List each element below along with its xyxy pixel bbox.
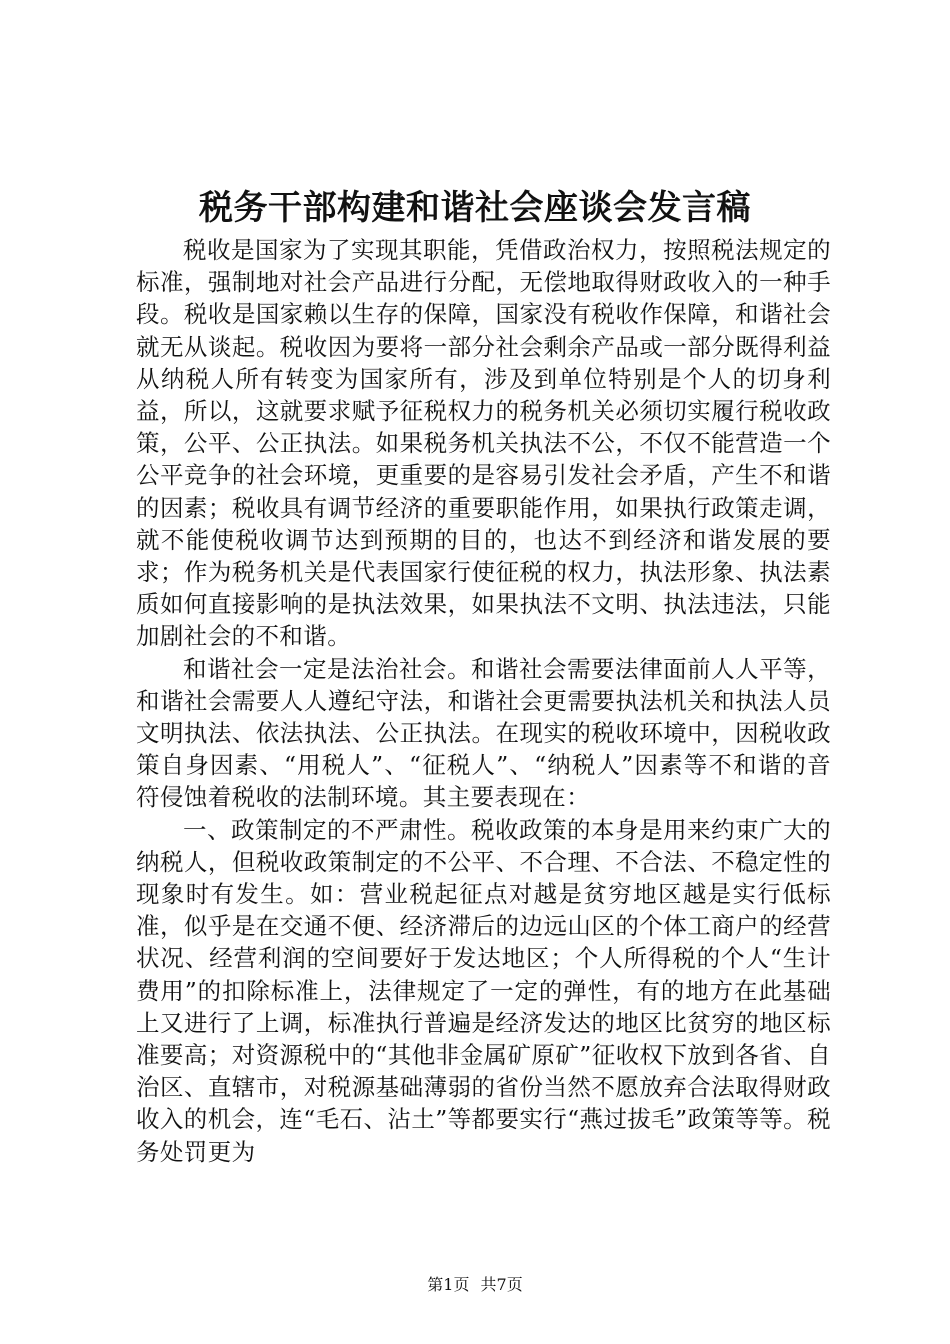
document-body — [136, 234, 831, 1168]
paragraph-1: 税收是国家为了实现其职能，凭借政治权力，按照税法规定的标准，强制地对社会产品进行分配，无偿地取得财政收入的一种手段。税收是国家赖以生存的保障，国家没有税收作保障，和谐社会就无从谈起。税收因为要将一部分社会剩余产品或一部分既得利益从纳税人所有转变为国家所有，涉及到单位特别是个人的切身利益，所以，这就要求赋予征税权力的税务机关必须切实履行税收政策，公平、公正执法。如果税务机关执法不公，不仅不能营造一个公平竞争的社会环境，更重要的是容易引发社会矛盾，产生不和谐的因素；税收具有调节经济的重要职能作用，如果执行政策走调，就不能使税收调节达到预期的目的，也达不到经济和谐发展的要求；作为税务机关是代表国家行使征税的权力，执法形象、执法素质如何直接影响的是执法效果，如果执法不文明、执法违法，只能加剧社会的不和谐。 — [136, 236, 831, 651]
page-total: 共7页 — [480, 1275, 523, 1294]
page-footer — [0, 1275, 950, 1295]
paragraph-2: 和谐社会一定是法治社会。和谐社会需要法律面前人人平等，和谐社会需要人人遵纪守法，和谐社会更需要执法机关和执法人员文明执法、依法执法、公正执法。在现实的税收环境中，因税收政策自身因素、“用税人”、“征税人”、“纳税人”因素等不和谐的音符侵蚀着税收的法制环境。其主要表现在： — [136, 654, 831, 812]
page-number: 第1页 — [427, 1275, 470, 1294]
document-title: 税务干部构建和谐社会座谈会发言稿 — [199, 188, 751, 228]
paragraph-3: 一、政策制定的不严肃性。税收政策的本身是用来约束广大的纳税人，但税收政策制定的不公平、不合理、不合法、不稳定性的现象时有发生。如：营业税起征点对越是贫穷地区越是实行低标准，似乎是在交通不便、经济滞后的边远山区的个体工商户的经营状况、经营利润的空间要好于发达地区；个人所得税的个人“生计费用”的扣除标准上，法律规定了一定的弹性，有的地方在此基础上又进行了上调，标准执行普遍是经济发达的地区比贫穷的地区标准要高；对资源税中的“其他非金属矿原矿”征收权下放到各省、自治区、直辖市，对税源基础薄弱的省份当然不愿放弃合法取得财政收入的机会，连“毛石、沾土”等都要实行“燕过拔毛”政策等等。税务处罚更为 — [136, 815, 831, 1166]
